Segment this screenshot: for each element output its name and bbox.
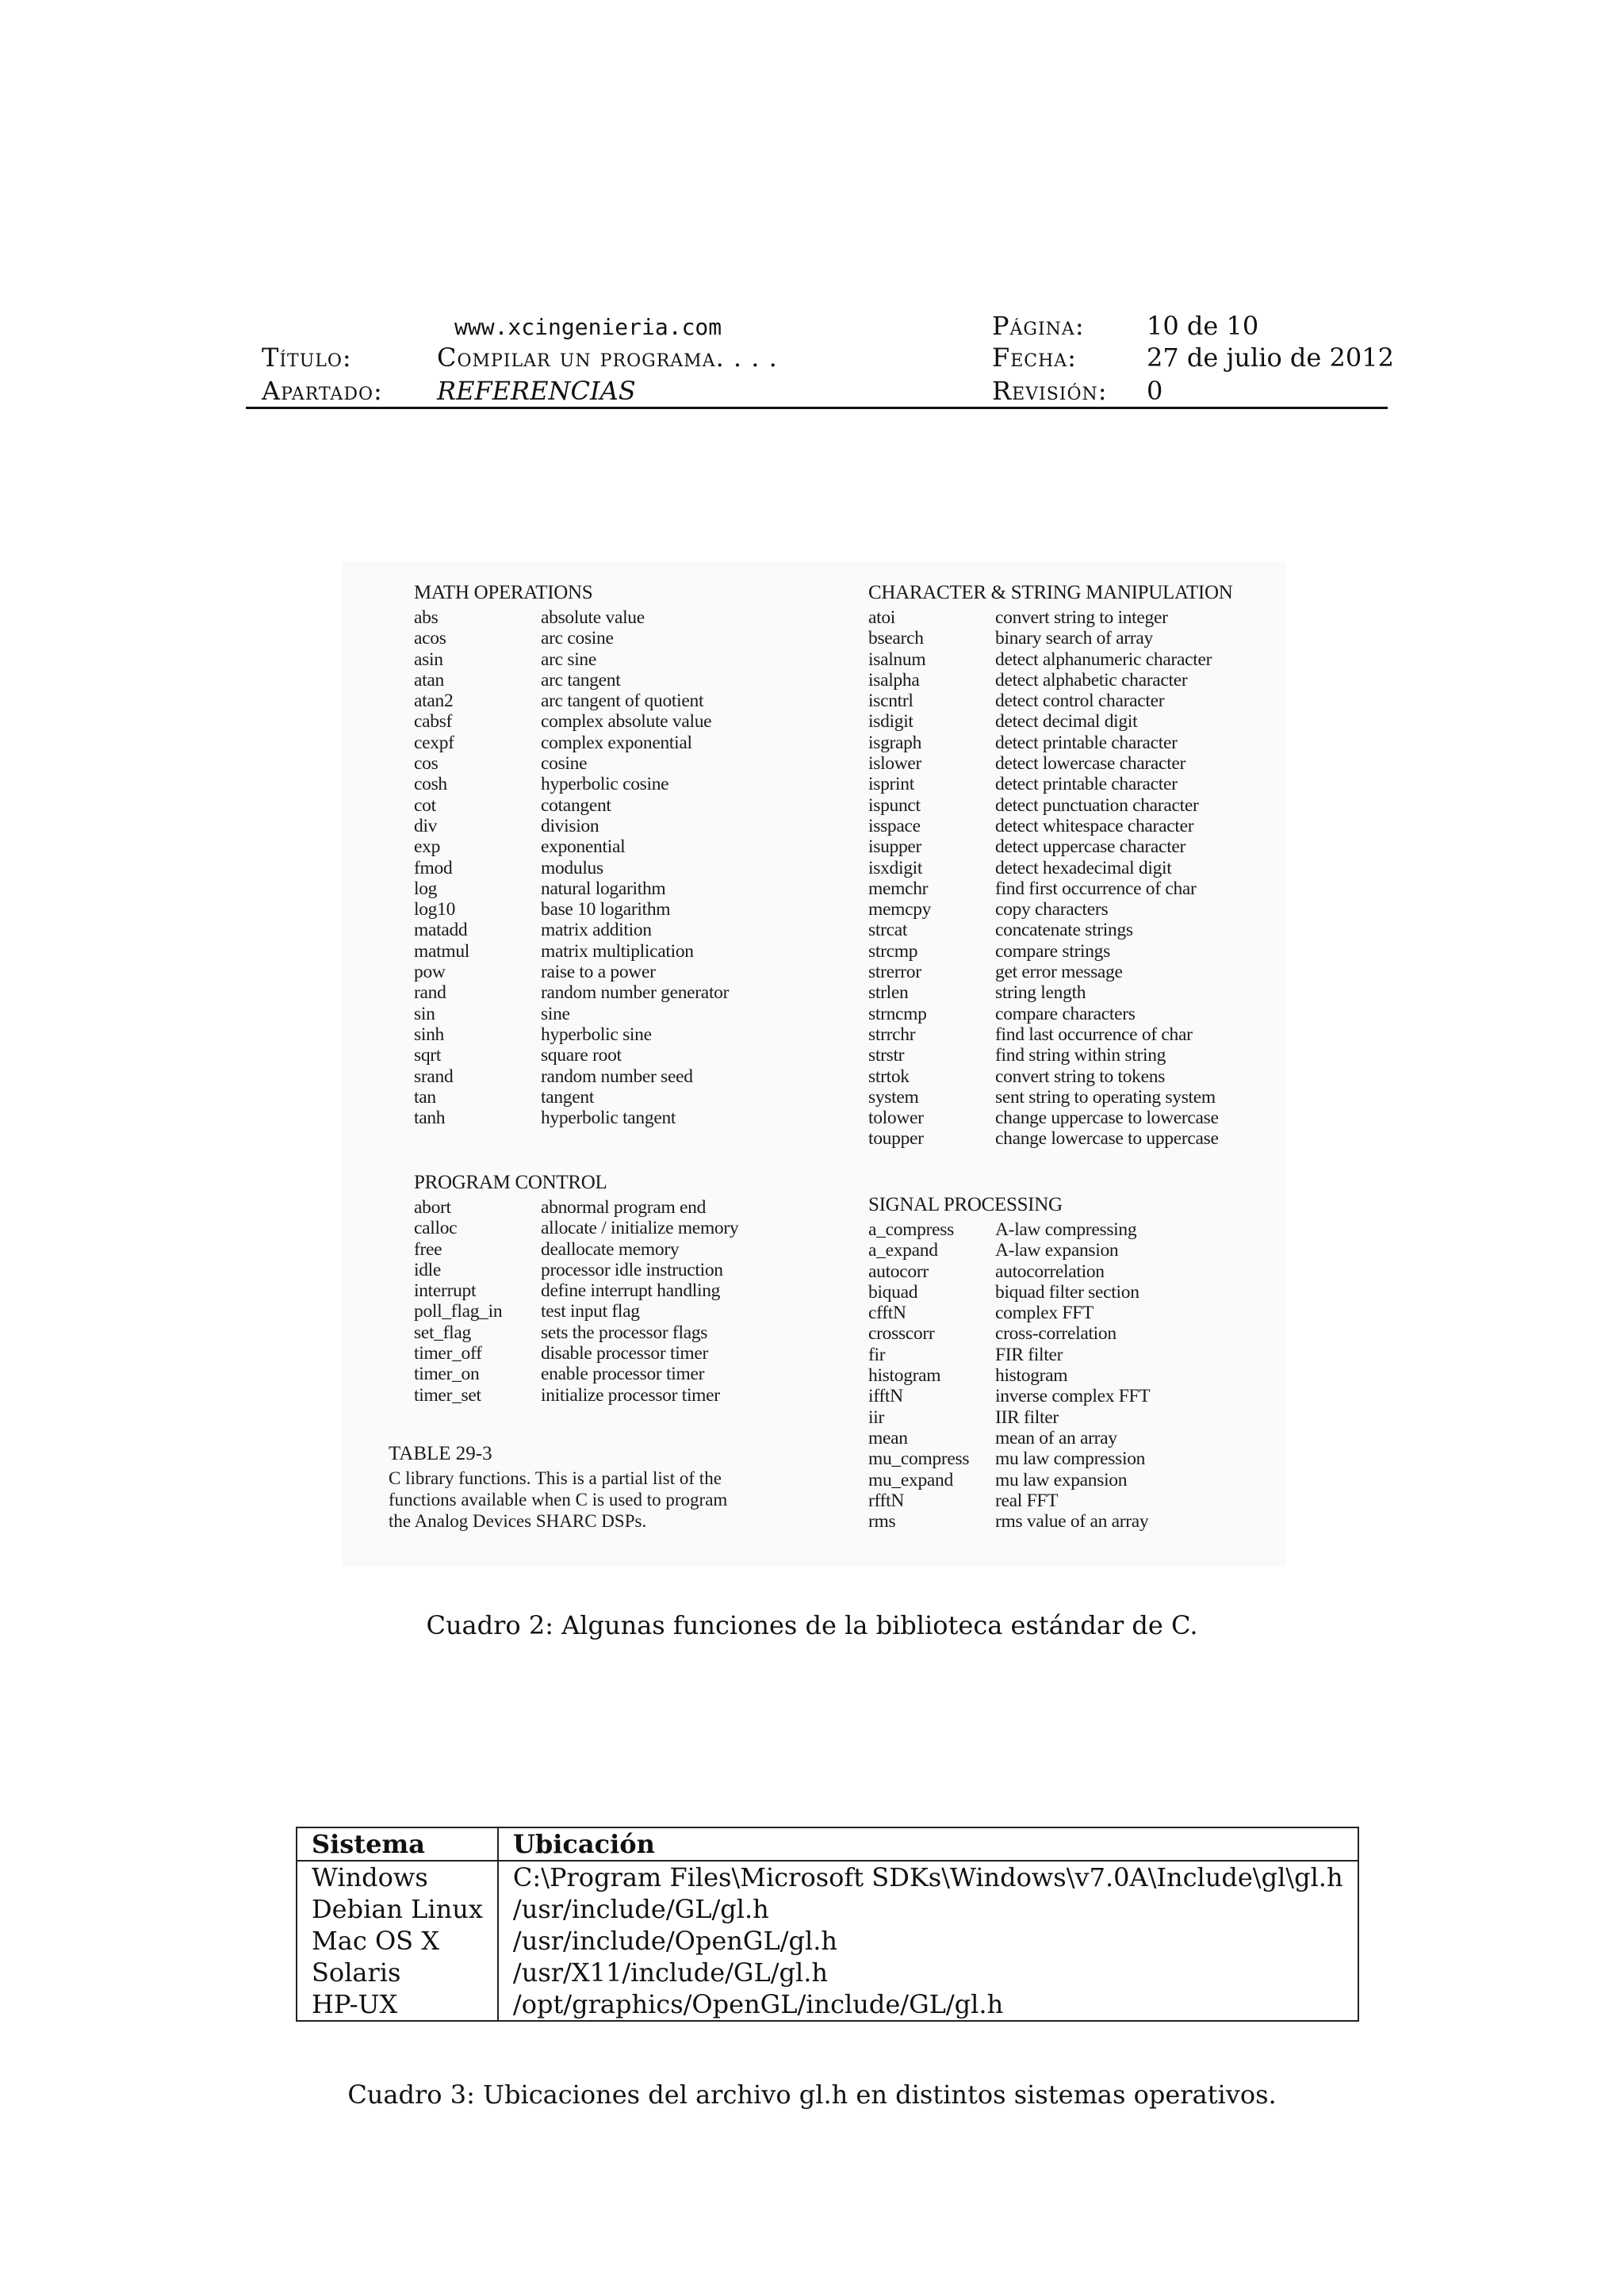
table-caption-line: C library functions. This is a partial list of the xyxy=(389,1468,722,1488)
function-row xyxy=(414,1343,795,1364)
function-name: strerror xyxy=(868,962,921,983)
function-row xyxy=(414,1045,795,1066)
function-name: atan2 xyxy=(414,691,454,712)
function-description: mu law expansion xyxy=(995,1469,1128,1490)
function-description: arc tangent xyxy=(541,669,621,691)
function-name: rfftN xyxy=(868,1490,905,1511)
function-row xyxy=(868,1108,1281,1128)
function-name: rand xyxy=(414,982,446,1004)
function-name: div xyxy=(414,815,438,836)
header-apartado-label: Apartado: xyxy=(262,376,383,406)
function-row xyxy=(414,1280,795,1301)
function-name: ifftN xyxy=(868,1386,903,1407)
function-row xyxy=(414,649,795,670)
function-description: detect printable character xyxy=(995,774,1178,795)
function-description: detect hexadecimal digit xyxy=(995,857,1172,878)
function-row xyxy=(868,1219,1281,1240)
function-description: abnormal program end xyxy=(541,1197,707,1218)
function-description: random number generator xyxy=(541,982,730,1004)
function-row xyxy=(414,774,795,794)
function-name: abs xyxy=(414,607,439,628)
function-row xyxy=(414,920,795,940)
function-row xyxy=(868,1024,1281,1045)
function-name: bsearch xyxy=(868,628,924,649)
function-row xyxy=(414,691,795,711)
table-number: TABLE 29-3 xyxy=(389,1443,492,1464)
function-row xyxy=(414,858,795,878)
function-description: IIR filter xyxy=(995,1406,1059,1428)
function-name: timer_off xyxy=(414,1343,482,1364)
function-description: detect lowercase character xyxy=(995,753,1186,775)
function-description: biquad filter section xyxy=(995,1281,1139,1303)
function-description: allocate / initialize memory xyxy=(541,1218,739,1239)
function-row xyxy=(868,1470,1281,1490)
function-description: raise to a power xyxy=(541,962,656,983)
function-description: binary search of array xyxy=(995,628,1153,649)
function-description: define interrupt handling xyxy=(541,1280,721,1302)
function-name: sin xyxy=(414,1003,435,1024)
function-row xyxy=(414,1024,795,1045)
math-operations-section xyxy=(414,580,795,1128)
function-description: initialize processor timer xyxy=(541,1384,720,1406)
function-row xyxy=(414,962,795,982)
function-description: real FFT xyxy=(995,1490,1059,1511)
header-revision-value: 0 xyxy=(1147,376,1163,406)
function-row xyxy=(868,1490,1281,1511)
function-row xyxy=(868,816,1281,836)
header-titulo-value: Compilar un programa. . . . xyxy=(437,342,778,373)
function-name: matadd xyxy=(414,920,468,941)
function-row xyxy=(868,1045,1281,1066)
function-name: set_flag xyxy=(414,1322,471,1343)
function-description: cosine xyxy=(541,753,588,775)
function-row xyxy=(414,1108,795,1128)
function-description: detect control character xyxy=(995,691,1165,712)
function-row xyxy=(868,795,1281,816)
function-description: complex exponential xyxy=(541,732,692,753)
function-name: iscntrl xyxy=(868,691,914,712)
function-description: find last occurrence of char xyxy=(995,1024,1193,1045)
function-name: isspace xyxy=(868,815,921,836)
function-name: strcat xyxy=(868,920,908,941)
table-row xyxy=(297,1988,1358,2021)
function-description: concatenate strings xyxy=(995,920,1133,941)
function-description: absolute value xyxy=(541,607,645,628)
function-row xyxy=(868,670,1281,691)
function-name: biquad xyxy=(868,1281,918,1303)
function-description: matrix addition xyxy=(541,920,652,941)
function-description: compare characters xyxy=(995,1003,1136,1024)
function-name: log10 xyxy=(414,899,456,920)
function-row xyxy=(868,1345,1281,1365)
function-name: poll_flag_in xyxy=(414,1301,503,1322)
function-description: division xyxy=(541,815,599,836)
table-row xyxy=(297,1861,1358,1893)
function-description: string length xyxy=(995,982,1086,1004)
function-description: hyperbolic sine xyxy=(541,1024,652,1045)
function-row xyxy=(868,774,1281,794)
function-name: a_expand xyxy=(868,1240,938,1261)
function-description: detect uppercase character xyxy=(995,836,1186,858)
function-description: complex FFT xyxy=(995,1303,1094,1324)
function-description: random number seed xyxy=(541,1066,693,1087)
function-name: memcpy xyxy=(868,899,932,920)
function-row xyxy=(868,962,1281,982)
function-description: detect alphabetic character xyxy=(995,669,1188,691)
function-description: processor idle instruction xyxy=(541,1259,723,1280)
function-description: mu law compression xyxy=(995,1448,1146,1470)
function-description: detect decimal digit xyxy=(995,711,1138,733)
function-description: arc cosine xyxy=(541,628,614,649)
table-row xyxy=(297,1893,1358,1925)
function-description: FIR filter xyxy=(995,1344,1063,1365)
table-row xyxy=(297,1957,1358,1988)
function-name: a_compress xyxy=(868,1219,954,1240)
function-description: inverse complex FFT xyxy=(995,1386,1151,1407)
function-row xyxy=(868,1087,1281,1108)
function-row xyxy=(414,1260,795,1280)
table-header-row xyxy=(297,1827,1358,1861)
function-name: autocorr xyxy=(868,1261,929,1282)
function-description: modulus xyxy=(541,857,603,878)
function-row xyxy=(868,691,1281,711)
function-row xyxy=(868,649,1281,670)
header-pagina-value: 10 de 10 xyxy=(1147,311,1259,341)
function-row xyxy=(414,878,795,899)
function-row xyxy=(868,1303,1281,1323)
ubicacion-cell: C:\Program Files\Microsoft SDKs\Windows\v7.0A\Include\gl\gl.h xyxy=(512,1862,1343,1892)
function-row xyxy=(868,878,1281,899)
sistema-cell: Debian Linux xyxy=(297,1893,498,1925)
function-description: enable processor timer xyxy=(541,1364,705,1385)
function-description: square root xyxy=(541,1045,622,1066)
header-website: www.xcingenieria.com xyxy=(454,314,722,340)
function-description: hyperbolic cosine xyxy=(541,774,669,795)
function-name: sqrt xyxy=(414,1045,442,1066)
sistema-cell: Solaris xyxy=(297,1957,498,1988)
function-name: matmul xyxy=(414,940,469,962)
function-row xyxy=(868,920,1281,940)
function-description: sine xyxy=(541,1003,570,1024)
function-name: strncmp xyxy=(868,1003,927,1024)
function-name: interrupt xyxy=(414,1280,477,1302)
caption-cuadro-2: Cuadro 2: Algunas funciones de la biblioteca estándar de C. xyxy=(426,1610,1198,1640)
function-description: detect whitespace character xyxy=(995,815,1194,836)
function-name: mu_compress xyxy=(868,1448,970,1470)
function-name: tan xyxy=(414,1086,436,1108)
function-name: sinh xyxy=(414,1024,444,1045)
function-description: get error message xyxy=(995,962,1123,983)
signal-processing-section xyxy=(868,1192,1281,1532)
function-description: A-law compressing xyxy=(995,1219,1137,1240)
function-row xyxy=(414,1385,795,1406)
function-name: islower xyxy=(868,753,922,775)
string-manipulation-section xyxy=(868,580,1281,1150)
function-description: find string within string xyxy=(995,1045,1166,1066)
function-name: mu_expand xyxy=(868,1469,953,1490)
function-name: calloc xyxy=(414,1218,458,1239)
section-title: MATH OPERATIONS xyxy=(414,582,593,603)
function-row xyxy=(414,982,795,1003)
function-row xyxy=(868,1128,1281,1149)
function-row xyxy=(868,628,1281,649)
function-description: hyperbolic tangent xyxy=(541,1108,676,1129)
function-row xyxy=(414,836,795,857)
function-description: arc tangent of quotient xyxy=(541,691,704,712)
function-row xyxy=(414,1087,795,1108)
function-name: tolower xyxy=(868,1108,924,1129)
function-description: cotangent xyxy=(541,794,611,816)
table-caption-line: functions available when C is used to program xyxy=(389,1490,728,1510)
function-name: fmod xyxy=(414,857,453,878)
function-description: matrix multiplication xyxy=(541,940,694,962)
function-name: isdigit xyxy=(868,711,914,733)
function-name: exp xyxy=(414,836,441,858)
ubicacion-cell: /usr/include/GL/gl.h xyxy=(512,1894,769,1924)
header-fecha-value: 27 de julio de 2012 xyxy=(1147,342,1394,373)
table-caption-line: the Analog Devices SHARC DSPs. xyxy=(389,1511,647,1531)
function-name: strlen xyxy=(868,982,909,1004)
function-row xyxy=(414,753,795,774)
function-row xyxy=(868,899,1281,920)
function-name: pow xyxy=(414,962,446,983)
function-name: isalnum xyxy=(868,649,926,670)
function-name: timer_set xyxy=(414,1384,481,1406)
c-library-figure xyxy=(341,561,1286,1567)
sistema-cell: HP-UX xyxy=(297,1988,498,2021)
function-name: iir xyxy=(868,1406,884,1428)
function-row xyxy=(414,1239,795,1260)
function-description: rms value of an array xyxy=(995,1511,1149,1533)
function-row xyxy=(868,1240,1281,1261)
table-row xyxy=(297,1925,1358,1957)
function-row xyxy=(414,670,795,691)
ubicacion-cell: /usr/X11/include/GL/gl.h xyxy=(512,1957,828,1988)
function-name: tanh xyxy=(414,1108,446,1129)
header-fecha-label: Fecha: xyxy=(992,342,1077,373)
function-name: strstr xyxy=(868,1045,905,1066)
sistema-cell: Mac OS X xyxy=(297,1925,498,1957)
caption-cuadro-3: Cuadro 3: Ubicaciones del archivo gl.h en distintos sistemas operativos. xyxy=(347,2080,1277,2110)
function-row xyxy=(868,1261,1281,1282)
function-description: copy characters xyxy=(995,899,1109,920)
function-name: mean xyxy=(868,1427,908,1448)
function-name: histogram xyxy=(868,1365,941,1387)
gl-locations-table xyxy=(296,1827,1359,2022)
function-row xyxy=(414,711,795,732)
column-header-sistema: Sistema xyxy=(297,1827,498,1861)
function-row xyxy=(868,1511,1281,1532)
section-title: PROGRAM CONTROL xyxy=(414,1172,607,1193)
function-name: timer_on xyxy=(414,1364,480,1385)
function-description: compare strings xyxy=(995,940,1110,962)
function-name: cosh xyxy=(414,774,447,795)
function-description: detect punctuation character xyxy=(995,794,1199,816)
function-name: isprint xyxy=(868,774,914,795)
function-row xyxy=(414,816,795,836)
function-row xyxy=(868,858,1281,878)
function-description: change lowercase to uppercase xyxy=(995,1128,1219,1150)
function-row xyxy=(414,1301,795,1322)
function-row xyxy=(414,1364,795,1384)
function-description: deallocate memory xyxy=(541,1238,680,1260)
function-name: fir xyxy=(868,1344,886,1365)
function-row xyxy=(868,1407,1281,1428)
function-row xyxy=(868,1365,1281,1386)
function-name: atan xyxy=(414,669,444,691)
function-name: acos xyxy=(414,628,446,649)
function-description: natural logarithm xyxy=(541,878,666,899)
function-description: convert string to integer xyxy=(995,607,1168,628)
function-name: isalpha xyxy=(868,669,920,691)
function-row xyxy=(414,733,795,753)
function-description: cross-correlation xyxy=(995,1323,1116,1345)
function-name: cot xyxy=(414,794,436,816)
function-description: arc sine xyxy=(541,649,597,670)
function-name: cfftN xyxy=(868,1303,906,1324)
function-name: asin xyxy=(414,649,443,670)
function-row xyxy=(868,1282,1281,1303)
function-row xyxy=(868,1448,1281,1469)
function-description: mean of an array xyxy=(995,1427,1117,1448)
header-apartado-value: REFERENCIAS xyxy=(437,376,636,406)
function-description: sets the processor flags xyxy=(541,1322,708,1343)
function-row xyxy=(414,1066,795,1087)
section-title: CHARACTER & STRING MANIPULATION xyxy=(868,582,1233,603)
function-row xyxy=(414,795,795,816)
function-name: idle xyxy=(414,1259,442,1280)
function-row xyxy=(868,1066,1281,1087)
function-row xyxy=(414,1218,795,1238)
function-description: test input flag xyxy=(541,1301,640,1322)
function-name: isgraph xyxy=(868,732,922,753)
header-rule xyxy=(246,407,1388,409)
function-name: log xyxy=(414,878,438,899)
function-description: exponential xyxy=(541,836,626,858)
function-row xyxy=(414,941,795,962)
function-name: strcmp xyxy=(868,940,918,962)
function-description: sent string to operating system xyxy=(995,1086,1216,1108)
function-row xyxy=(414,1197,795,1218)
header-pagina-label: Página: xyxy=(992,311,1085,341)
function-name: memchr xyxy=(868,878,929,899)
function-row xyxy=(414,899,795,920)
function-description: disable processor timer xyxy=(541,1343,709,1364)
function-description: find first occurrence of char xyxy=(995,878,1197,899)
function-description: convert string to tokens xyxy=(995,1066,1166,1087)
function-description: tangent xyxy=(541,1086,595,1108)
function-description: complex absolute value xyxy=(541,711,712,733)
function-row xyxy=(868,711,1281,732)
sistema-cell: Windows xyxy=(297,1861,498,1893)
function-row xyxy=(868,1323,1281,1344)
function-name: free xyxy=(414,1238,442,1260)
function-name: ispunct xyxy=(868,794,921,816)
function-name: cos xyxy=(414,753,439,775)
column-header-ubicacion: Ubicación xyxy=(498,1827,1358,1861)
function-row xyxy=(868,941,1281,962)
function-row xyxy=(414,1322,795,1343)
function-description: detect printable character xyxy=(995,732,1178,753)
header-revision-label: Revisión: xyxy=(992,376,1108,406)
function-description: A-law expansion xyxy=(995,1240,1119,1261)
function-row xyxy=(414,607,795,628)
section-title: SIGNAL PROCESSING xyxy=(868,1194,1063,1215)
function-name: strtok xyxy=(868,1066,910,1087)
function-name: rms xyxy=(868,1511,896,1533)
header-titulo-label: Título: xyxy=(262,342,352,373)
function-name: srand xyxy=(414,1066,454,1087)
function-row xyxy=(868,982,1281,1003)
function-description: histogram xyxy=(995,1365,1068,1387)
ubicacion-cell: /opt/graphics/OpenGL/include/GL/gl.h xyxy=(512,1989,1004,2019)
function-description: base 10 logarithm xyxy=(541,899,671,920)
program-control-section xyxy=(414,1170,795,1406)
function-description: change uppercase to lowercase xyxy=(995,1108,1219,1129)
function-name: crosscorr xyxy=(868,1323,935,1345)
function-row xyxy=(868,1004,1281,1024)
function-row xyxy=(414,1004,795,1024)
ubicacion-cell: /usr/include/OpenGL/gl.h xyxy=(512,1926,837,1956)
function-name: toupper xyxy=(868,1128,924,1150)
function-name: cexpf xyxy=(414,732,454,753)
function-row xyxy=(868,1386,1281,1406)
function-row xyxy=(868,1428,1281,1448)
function-name: abort xyxy=(414,1197,451,1218)
function-row xyxy=(868,733,1281,753)
function-name: atoi xyxy=(868,607,896,628)
function-description: detect alphanumeric character xyxy=(995,649,1212,670)
function-name: isxdigit xyxy=(868,857,923,878)
function-name: isupper xyxy=(868,836,922,858)
function-description: autocorrelation xyxy=(995,1261,1105,1282)
function-name: cabsf xyxy=(414,711,453,733)
function-name: strrchr xyxy=(868,1024,916,1045)
function-row xyxy=(868,836,1281,857)
function-row xyxy=(414,628,795,649)
function-name: system xyxy=(868,1086,919,1108)
figure-table-caption xyxy=(389,1443,727,1532)
function-row xyxy=(868,607,1281,628)
function-row xyxy=(868,753,1281,774)
